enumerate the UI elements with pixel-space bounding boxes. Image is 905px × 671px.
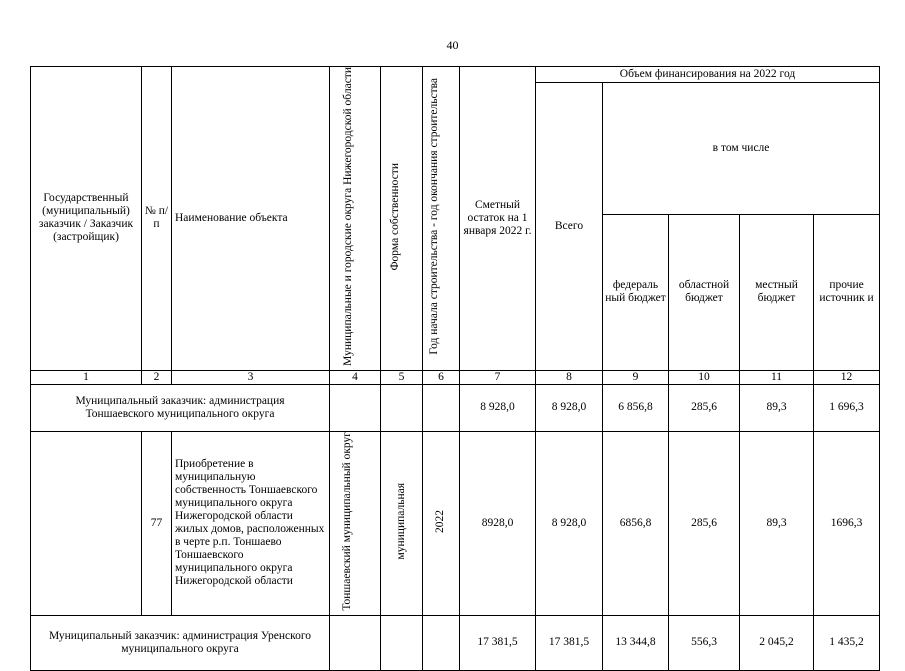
column-number: 9	[603, 370, 669, 384]
object-district-cell	[330, 431, 381, 615]
header-num: № п/п	[142, 67, 172, 371]
header-ownership: Форма собственности	[388, 162, 401, 271]
header-district-cell	[330, 67, 381, 371]
table-row	[31, 615, 880, 670]
table-row	[31, 431, 880, 615]
column-number: 8	[536, 370, 603, 384]
column-numbers-row	[31, 370, 880, 384]
object-ownership-cell	[381, 431, 423, 615]
header-years: Год начала строительства - год окончания строительства	[428, 78, 440, 355]
object-district: Тоншаевский муниципальный округ	[341, 431, 353, 611]
regional-value: 285,6	[669, 384, 740, 431]
customer-name: Муниципальный заказчик: администрация Уренского муниципального округа	[31, 615, 330, 670]
regional-value: 285,6	[669, 431, 740, 615]
federal-value: 6 856,8	[603, 384, 669, 431]
regional-value: 556,3	[669, 615, 740, 670]
customer-name: Муниципальный заказчик: администрация Тоншаевского муниципального округа	[31, 384, 330, 431]
total-value: 17 381,5	[536, 615, 603, 670]
column-number: 1	[31, 370, 142, 384]
header-district: Муниципальные и городские округа Нижегородской области	[342, 67, 354, 366]
other-value: 1 696,3	[814, 384, 880, 431]
column-number: 10	[669, 370, 740, 384]
column-number: 3	[172, 370, 330, 384]
object-years: 2022	[434, 509, 446, 533]
local-value: 89,3	[740, 431, 814, 615]
local-value: 2 045,2	[740, 615, 814, 670]
empty-cell	[381, 384, 423, 431]
column-number: 5	[381, 370, 423, 384]
column-number: 2	[142, 370, 172, 384]
empty-cell	[423, 384, 460, 431]
estimate-value: 8 928,0	[460, 384, 536, 431]
header-ownership-cell	[381, 67, 423, 371]
total-value: 8 928,0	[536, 431, 603, 615]
header-estimate: Сметный остаток на 1 января 2022 г.	[460, 67, 536, 371]
header-customer: Государственный (муниципальный) заказчик / Заказчик (застройщик)	[31, 67, 142, 371]
table-row	[31, 384, 880, 431]
page-number: 40	[446, 38, 459, 52]
estimate-value: 8928,0	[460, 431, 536, 615]
empty-cell	[31, 431, 142, 615]
empty-cell	[381, 615, 423, 670]
column-number: 4	[330, 370, 381, 384]
header-regional: областной бюджет	[669, 214, 740, 370]
federal-value: 6856,8	[603, 431, 669, 615]
object-number: 77	[142, 431, 172, 615]
other-value: 1696,3	[814, 431, 880, 615]
estimate-value: 17 381,5	[460, 615, 536, 670]
header-other: прочие источник и	[814, 214, 880, 370]
column-number: 11	[740, 370, 814, 384]
financing-table	[30, 66, 880, 671]
empty-cell	[330, 615, 381, 670]
header-total: Всего	[536, 83, 603, 371]
local-value: 89,3	[740, 384, 814, 431]
header-financing: Объем финансирования на 2022 год	[536, 67, 880, 83]
header-federal: федераль ный бюджет	[603, 214, 669, 370]
empty-cell	[330, 384, 381, 431]
other-value: 1 435,2	[814, 615, 880, 670]
object-years-cell	[423, 431, 460, 615]
column-number: 6	[423, 370, 460, 384]
column-number: 12	[814, 370, 880, 384]
federal-value: 13 344,8	[603, 615, 669, 670]
column-number: 7	[460, 370, 536, 384]
total-value: 8 928,0	[536, 384, 603, 431]
empty-cell	[423, 615, 460, 670]
header-including: в том числе	[603, 83, 880, 215]
object-ownership: муниципальная	[394, 482, 407, 560]
header-local: местный бюджет	[740, 214, 814, 370]
header-years-cell	[423, 67, 460, 371]
object-name: Приобретение в муниципальную собственность Тоншаевского муниципального округа Нижегородской области жилых домов, расположенных в черте р.п. Тоншаево Тоншаевского муниципального округа Нижегородской области	[172, 431, 330, 615]
header-object-name: Наименование объекта	[172, 67, 330, 371]
